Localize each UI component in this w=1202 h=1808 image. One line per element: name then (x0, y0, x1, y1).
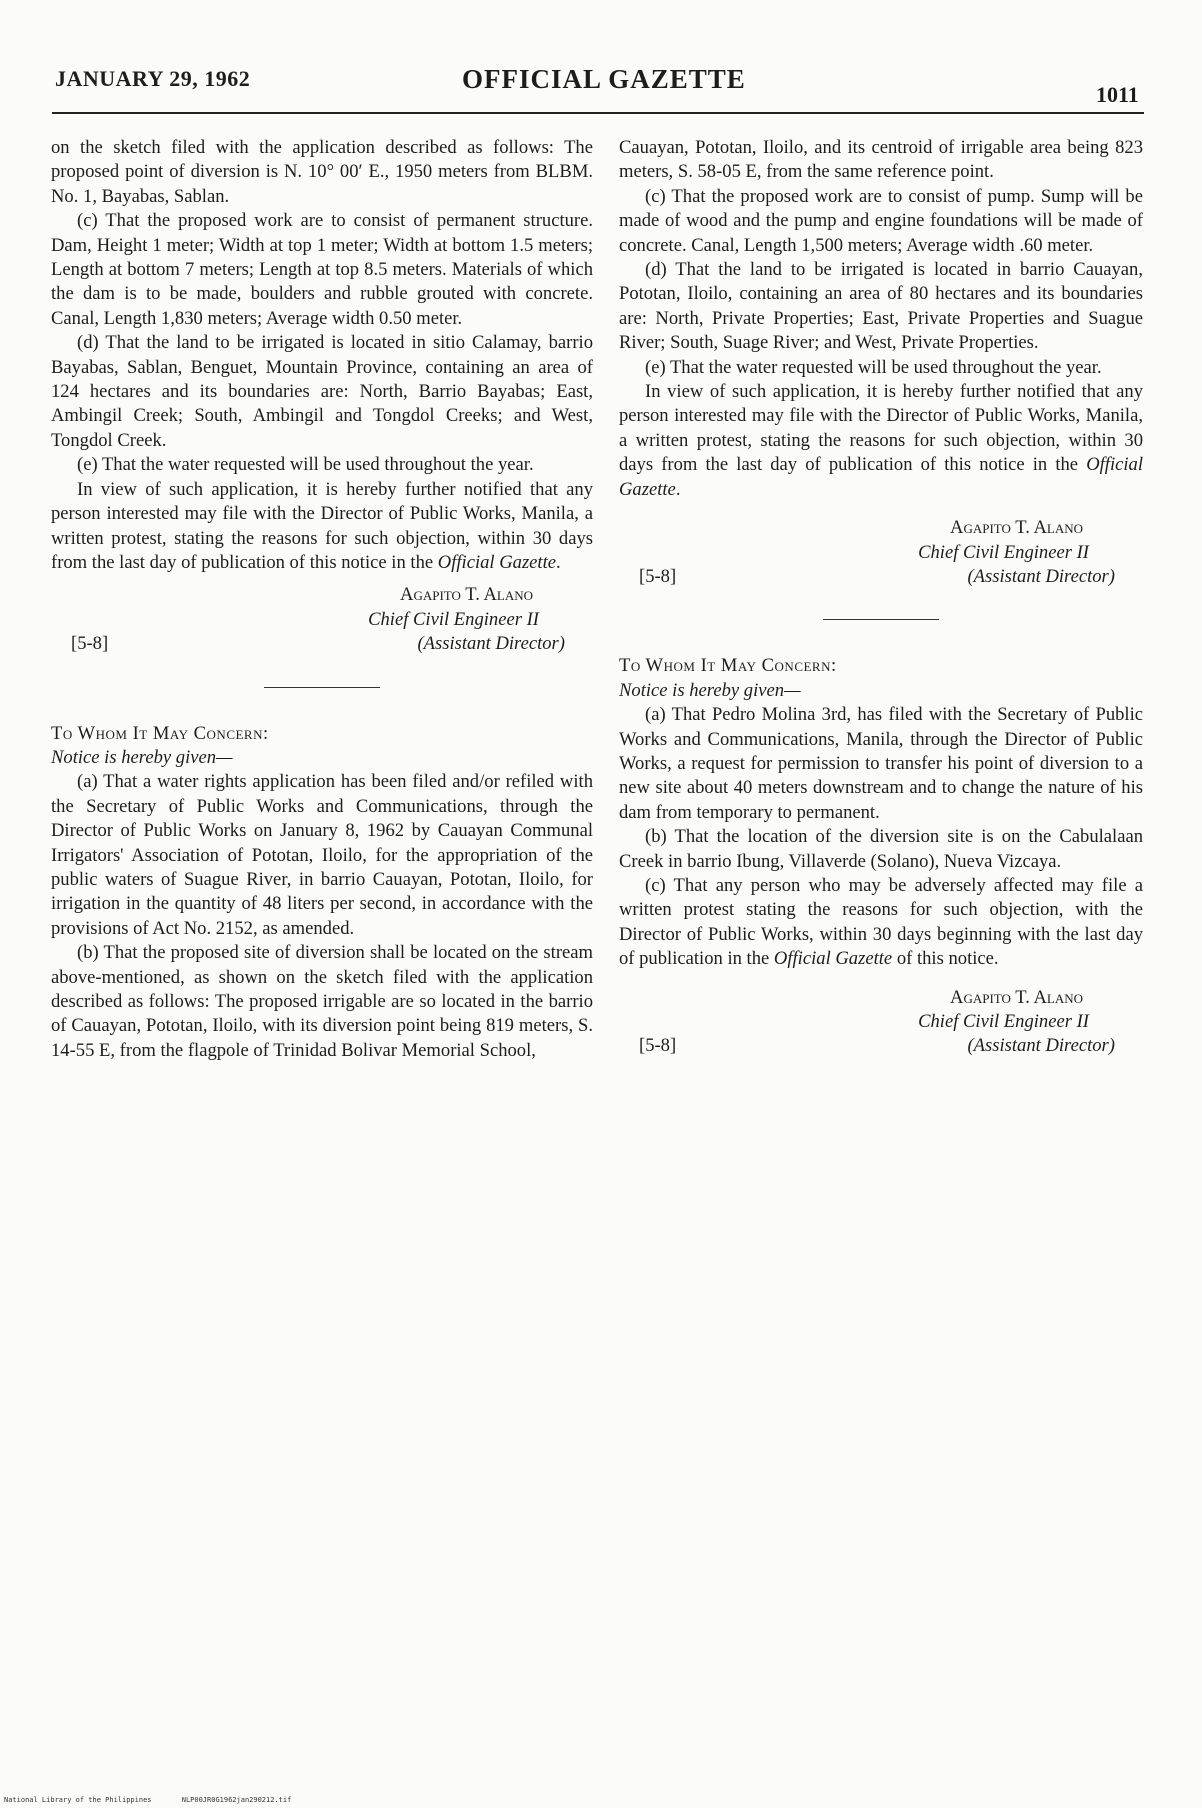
publication-title: OFFICIAL GAZETTE (462, 64, 746, 94)
notice-paragraph: (d) That the land to be irrigated is located in barrio Cauayan, Pototan, Iloilo, containing an area of 80 hectares and its boundaries are: North, Private Properties; East, Private Properties and Suague River; South, Suage River; and West, Private Properties. (619, 259, 1143, 354)
signature-block (51, 583, 593, 656)
notice-divider (823, 619, 939, 620)
notice-paragraph: (a) That Pedro Molina 3rd, has filed with the Secretary of Public Works and Communications, Manila, through the Director of Public Works, a request for permission to transfer his point of diversion to a new site about 40 meters downstream and to change the nature of his dam from temporary to permanent. (619, 704, 1143, 823)
notice-paragraph: on the sketch filed with the application described as follows: The proposed point of diversion is N. 10° 00′ E., 1950 meters from BLBM. No. 1, Bayabas, Sablan. (51, 137, 593, 207)
notice-paragraph: (c) That any person who may be adversely affected may file a written protest stating the reasons for such objection, with the Director of Public Works, within 30 days beginning with the last day of publication in the Official Gazette of this notice. (619, 874, 1143, 970)
notice-heading: To Whom It May Concern: (619, 655, 837, 677)
right-column (619, 136, 1143, 1059)
signatory-title: Chief Civil Engineer II (918, 541, 1089, 563)
notice-paragraph: (c) That the proposed work are to consist of pump. Sump will be made of wood and the pump and engine foundations will be made of concrete. Canal, Length 1,500 meters; Average width .60 meter. (619, 185, 1143, 256)
notice-paragraph: (b) That the proposed site of diversion shall be located on the stream above-mentioned, as shown on the sketch filed with the application described as follows: The proposed irrigable are so located in the barrio of Cauayan, Pototan, Iloilo, with its diversion point being 819 meters, S. 14-55 E, from the flagpole of Trinidad Bolivar Memorial School, (51, 942, 593, 1061)
notice-paragraph: Cauayan, Pototan, Iloilo, and its centroid of irrigable area being 823 meters, S. 58-05 E, from the same reference point. (619, 137, 1143, 183)
notice-divider (264, 687, 380, 688)
notice-paragraph: (d) That the land to be irrigated is located in sitio Calamay, barrio Bayabas, Sablan, Benguet, Mountain Province, containing an area of 124 hectares and its boundaries are: North, Barrio Bayabas; East, Ambingil Creek; South, Ambingil and Tongdol Creeks; and West, Tongdol Creek. (51, 332, 593, 451)
publication-tag: [5-8] (71, 633, 109, 655)
library-credit: National Library of the Philippines (4, 1796, 152, 1804)
notice-paragraph: (c) That the proposed work are to consist of permanent structure. Dam, Height 1 meter; Width at top 1 meter; Width at bottom 1.5 meters; Length at bottom 7 meters; Length at top 8.5 meters. Materials of which the dam is to be made, boulders and rubble grouted with concrete. Canal, Length 1,830 meters; Average width 0.50 meter. (51, 210, 593, 329)
scan-filename: NLP00JR0G1962jan290212.tif (181, 1796, 292, 1804)
notice-paragraph: (b) That the location of the diversion site is on the Cabulalaan Creek in barrio Ibung, Villaverde (Solano), Nueva Vizcaya. (619, 826, 1143, 872)
left-column (51, 136, 593, 1063)
notice-paragraph: (a) That a water rights application has been filed and/or refiled with the Secretary of Public Works and Communications, through the Director of Public Works on January 8, 1962 by Cauayan Communal Irrigators' Association of Pototan, Iloilo, for the appropriation of the public waters of Suague River, in barrio Cauayan, Pototan, Iloilo, for irrigation in the quantity of 48 liters per second, in accordance with the provisions of Act No. 2152, as amended. (51, 771, 593, 939)
notice-paragraph: (e) That the water requested will be used throughout the year. (645, 356, 1102, 378)
signatory-title: Chief Civil Engineer II (918, 1011, 1089, 1032)
notice-heading: To Whom It May Concern: (51, 722, 269, 744)
notice-intro: Notice is hereby given— (51, 746, 233, 768)
signatory-role: (Assistant Director) (417, 633, 565, 655)
signature-block (619, 516, 1143, 589)
signatory-role: (Assistant Director) (967, 565, 1115, 587)
signatory-name: Agapito T. Alano (950, 986, 1083, 1008)
signature-block (619, 986, 1143, 1059)
scan-footer (4, 1796, 317, 1804)
header-rule (52, 112, 1144, 114)
publication-tag: [5-8] (639, 565, 677, 587)
notice-intro: Notice is hereby given— (619, 679, 801, 701)
notice-paragraph: (e) That the water requested will be used throughout the year. (77, 454, 534, 476)
signatory-role: (Assistant Director) (967, 1035, 1115, 1057)
publication-tag: [5-8] (639, 1035, 677, 1057)
signatory-name: Agapito T. Alano (400, 584, 533, 606)
signatory-name: Agapito T. Alano (950, 517, 1083, 539)
page-number: 1011 (1096, 82, 1139, 107)
notice-paragraph: In view of such application, it is hereby further notified that any person interested may file with the Director of Public Works, Manila, a written protest, stating the reasons for such objection, within 30 days from the last day of publication of this notice in the Official Gazette. (619, 381, 1143, 500)
signatory-title: Chief Civil Engineer II (368, 608, 539, 630)
notice-paragraph: In view of such application, it is hereby further notified that any person interested may file with the Director of Public Works, Manila, a written protest, stating the reasons for such objection, within 30 days from the last day of publication of this notice in the Official Gazette. (51, 478, 593, 573)
header-date: JANUARY 29, 1962 (55, 66, 251, 91)
